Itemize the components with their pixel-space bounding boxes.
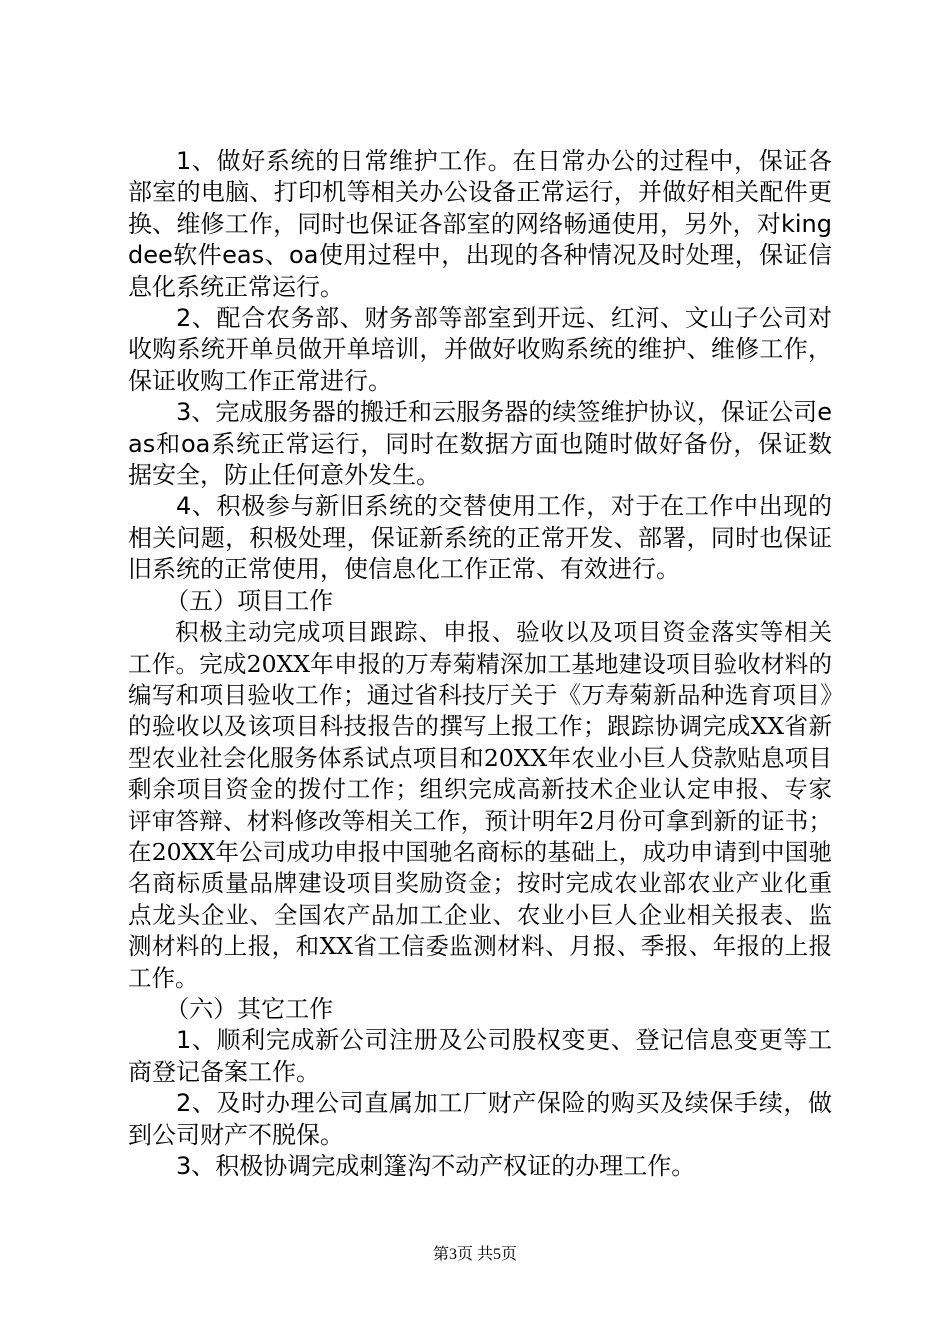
paragraph-project-work: 积极主动完成项目跟踪、申报、验收以及项目资金落实等相关工作。完成20XX年申报的万寿菊精深加工基地建设项目验收材料的编写和项目验收工作；通过省科技厅关于《万寿菊新品种选育项目》的验收以及该项目科技报告的撰写上报工作；跟踪协调完成XX省新型农业社会化服务体系试点项目和20XX年农业小巨人贷款贴息项目剩余项目资金的拨付工作；组织完成高新技术企业认定申报、专家评审答辩、材料修改等相关工作，预计明年2月份可拿到新的证书；在20XX年公司成功申报中国驰名商标的基础上，成功申请到中国驰名商标质量品牌建设项目奖励资金；按时完成农业部农业产业化重点龙头企业、全国农产品加工企业、农业小巨人企业相关报表、监测材料的上报，和XX省工信委监测材料、月报、季报、年报的上报工作。 [128, 618, 832, 992]
section-heading-project-work: （五）项目工作 [165, 586, 334, 615]
paragraph-property-certificate: 3、积极协调完成刺篷沟不动产权证的办理工作。 [176, 1152, 696, 1180]
page-number-footer: 第3页 共5页 [432, 1246, 517, 1263]
paragraph-purchase-training: 2、配合农务部、财务部等部室到开远、红河、文山子公司对收购系统开单员做开单培训，并做好收购系统的维护、维修工作，保证收购工作正常进行。 [128, 304, 832, 395]
paragraph-system-transition: 4、积极参与新旧系统的交替使用工作，对于在工作中出现的相关问题，积极处理，保证新系统的正常开发、部署，同时也保证旧系统的正常使用，使信息化工作正常、有效进行。 [128, 492, 832, 584]
section-heading-other-work: （六）其它工作 [165, 994, 334, 1023]
paragraph-system-maintenance: 1、做好系统的日常维护工作。在日常办公的过程中，保证各部室的电脑、打印机等相关办公设备正常运行，并做好相关配件更换、维修工作，同时也保证各部室的网络畅通使用，另外，对kingdee软件eas、oa使用过程中，出现的各种情况及时处理，保证信息化系统正常运行。 [128, 147, 832, 301]
document-body [128, 146, 832, 1182]
paragraph-server-migration: 3、完成服务器的搬迁和云服务器的续签维护协议，保证公司eas和oa系统正常运行，同时在数据方面也随时做好备份，保证数据安全，防止任何意外发生。 [128, 398, 832, 490]
paragraph-property-insurance: 2、及时办理公司直属加工厂财产保险的购买及续保手续，做到公司财产不脱保。 [128, 1089, 832, 1149]
paragraph-company-registration: 1、顺利完成新公司注册及公司股权变更、登记信息变更等工商登记备案工作。 [128, 1026, 832, 1086]
